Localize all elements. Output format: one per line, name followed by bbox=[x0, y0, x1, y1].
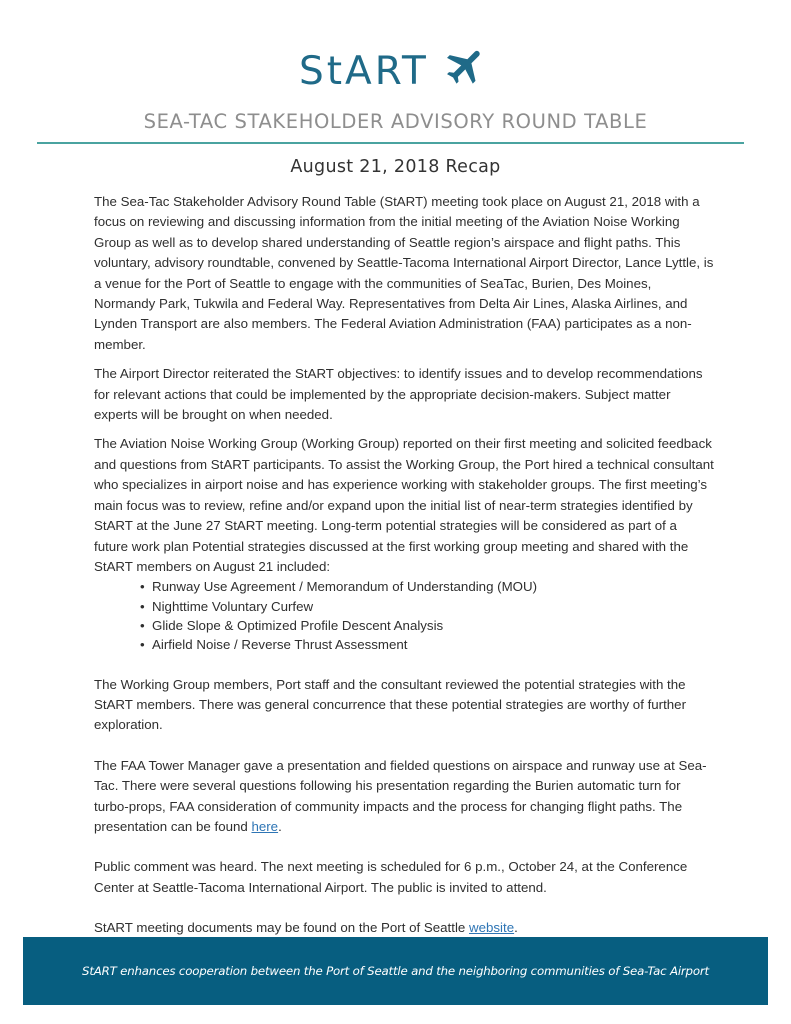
airplane-icon bbox=[443, 43, 489, 89]
strategies-list bbox=[94, 577, 714, 654]
start-logo bbox=[299, 46, 489, 96]
objectives-paragraph: The Airport Director reiterated the StART objectives: to identify issues and to develop recommendations for relevant actions that could be implemented by the appropriate decision-makers. Subject matter experts will be brought on when needed. bbox=[94, 366, 703, 423]
bullet-icon: • bbox=[140, 637, 145, 653]
working-group-paragraph: The Aviation Noise Working Group (Working Group) reported on their first meeting and solicited feedback and questions from StART participants. To assist the Working Group, the Port hired a technical consultant who specializes in airport noise and has experience working with stakeholder groups. The first meeting’s main focus was to review, refine and/or expand upon the initial list of near-term strategies identified by StART at the June 27 StART meeting. Long-term potential strategies will be considered as part of a future work plan Potential strategies discussed at the first working group meeting and shared with the StART members on August 21 included: bbox=[94, 436, 714, 574]
logo-text: StART bbox=[299, 48, 429, 94]
list-item: • Airfield Noise / Reverse Thrust Assessment bbox=[152, 635, 714, 654]
intro-paragraph: The Sea-Tac Stakeholder Advisory Round Table (StART) meeting took place on August 21, 2018 with a focus on reviewing and discussing information from the initial meeting of the Aviation Noise Working Group as well as to develop shared understanding of Seattle region’s airspace and flight paths. This voluntary, advisory roundtable, convened by Seattle-Tacoma International Airport Director, Lance Lyttle, is a venue for the Port of Seattle to engage with the communities of SeaTac, Burien, Des Moines, Normandy Park, Tukwila and Federal Way. Representatives from Delta Air Lines, Alaska Airlines, and Lynden Transport are also members. The Federal Aviation Administration (FAA) participates as a non-member. bbox=[94, 194, 714, 352]
bullet-icon: • bbox=[140, 617, 145, 633]
bullet-icon: • bbox=[140, 598, 145, 614]
footer-tagline: StART enhances cooperation between the Port of Seattle and the neighboring communities of Sea-Tac Airport bbox=[82, 964, 709, 978]
footer-banner bbox=[23, 937, 768, 1005]
bullet-icon: • bbox=[140, 579, 145, 595]
list-item: • Nighttime Voluntary Curfew bbox=[152, 597, 714, 616]
header-divider bbox=[37, 142, 744, 144]
list-item: • Runway Use Agreement / Memorandum of Understanding (MOU) bbox=[152, 577, 714, 596]
presentation-link[interactable]: here bbox=[251, 818, 279, 834]
public-comment-paragraph: Public comment was heard. The next meeting is scheduled for 6 p.m., October 24, at the Conference Center at Seattle-Tacoma International Airport. The public is invited to attend. bbox=[94, 859, 688, 895]
review-paragraph: The Working Group members, Port staff and the consultant reviewed the potential strategies with the StART members. There was general concurrence that these potential strategies are worthy of further exploration. bbox=[94, 676, 687, 733]
faa-paragraph: The FAA Tower Manager gave a presentation and fielded questions on airspace and runway use at Sea-Tac. There were several questions following his presentation regarding the Burien automatic turn for turbo-props, FAA consideration of community impacts and the process for changing flight paths. The presentation can be found here. bbox=[94, 757, 707, 834]
document-title: August 21, 2018 Recap bbox=[290, 157, 501, 177]
list-item: • Glide Slope & Optimized Profile Descent Analysis bbox=[152, 616, 714, 635]
website-link[interactable]: website bbox=[469, 920, 515, 936]
document-body bbox=[94, 192, 714, 948]
documents-paragraph: StART meeting documents may be found on the Port of Seattle website. bbox=[94, 920, 518, 936]
organization-subtitle: SEA-TAC STAKEHOLDER ADVISORY ROUND TABLE bbox=[143, 110, 648, 133]
